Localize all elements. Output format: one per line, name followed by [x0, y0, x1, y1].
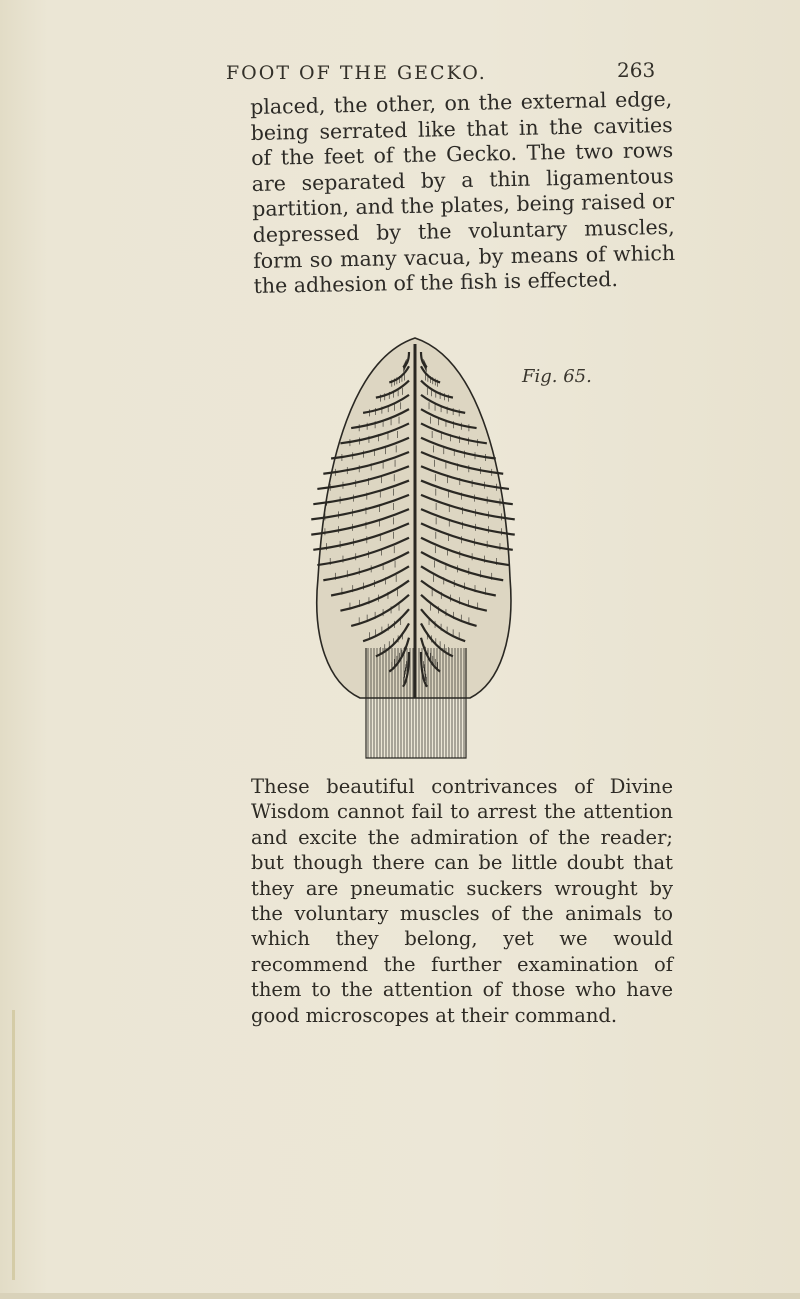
sucker-disc-engraving — [300, 318, 730, 768]
binding-stain — [12, 1010, 15, 1280]
figure-caption: Fig. 65. — [522, 366, 592, 387]
page-bottom-edge — [0, 1293, 800, 1299]
paragraph-top: placed, the other, on the external edge, being serrated like that in the cavities of the feet of the Gecko. The two rows are separated by a thin ligamentous partition, and the plates, being raised or depressed by the voluntary muscles, form so many vacua, by means of which the adhesion of the fish is effected. — [250, 86, 676, 299]
running-title: FOOT OF THE GECKO. — [226, 62, 487, 84]
page-number: 263 — [617, 58, 656, 82]
paragraph-bottom: These beautiful contrivances of Divine Wisdom cannot fail to arrest the attention and excite the admiration of the reader; but though there can be little doubt that they are pneumatic suckers wrought by the voluntary muscles of the animals to which they belong, yet we would recommend the further examination of them to the attention of those who have good microscopes at their command. — [251, 775, 673, 1027]
sucker-disc-illustration — [300, 318, 730, 768]
